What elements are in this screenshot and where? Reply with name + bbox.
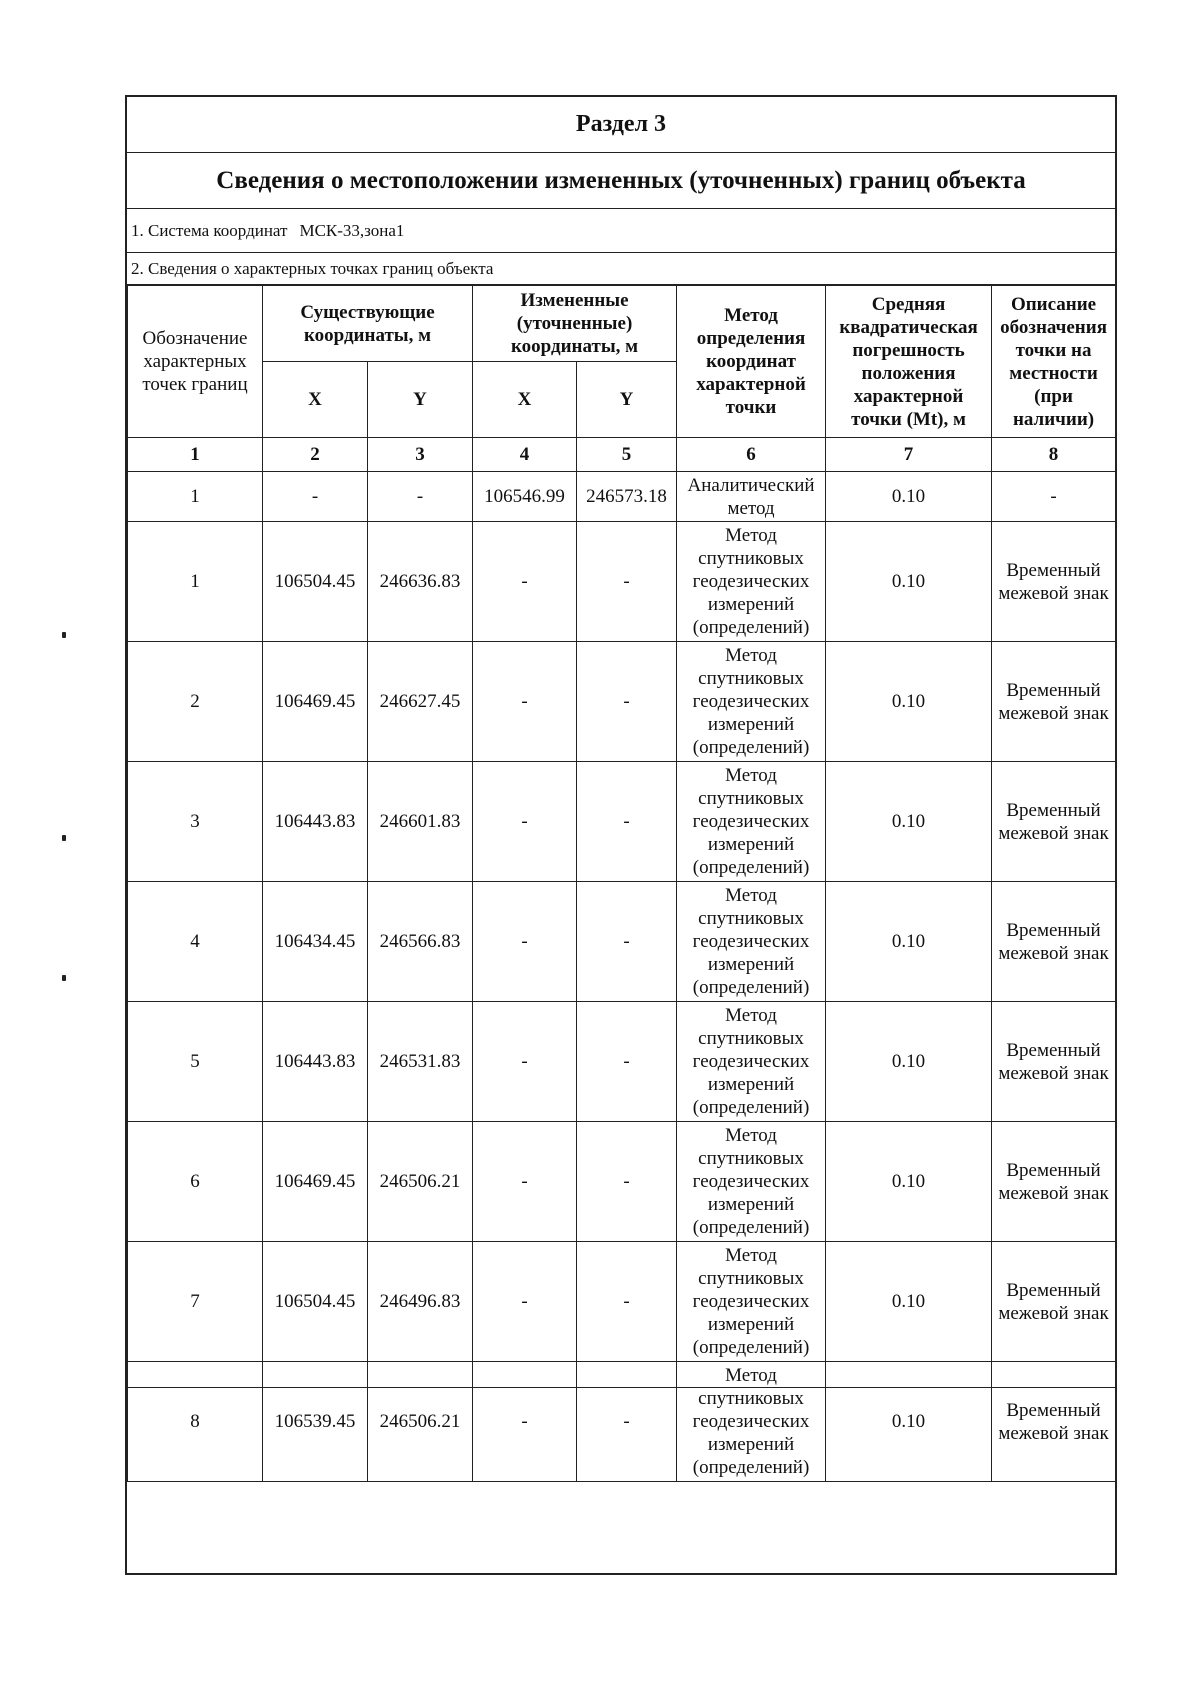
cell-method: Метод спутниковых геодезических измерений (определений)	[677, 642, 826, 762]
cell-error: 0.10	[826, 1362, 992, 1482]
header-changed-x: X	[473, 362, 577, 438]
cell-existing-y: 246506.21	[368, 1122, 473, 1242]
table-row	[128, 882, 1116, 1002]
cell-method: Метод спутниковых геодезических измерений (определений)	[677, 1362, 826, 1482]
column-number: 5	[577, 438, 677, 472]
header-description: Описание обозначения точки на местности (при наличии)	[992, 286, 1116, 438]
cell-point: 6	[128, 1122, 263, 1242]
cell-changed-x: 106546.99	[473, 472, 577, 522]
cell-changed-y: -	[577, 522, 677, 642]
coordinate-system-label: 1. Система координат	[131, 220, 288, 240]
cell-point: 5	[128, 1002, 263, 1122]
column-number: 3	[368, 438, 473, 472]
column-number: 8	[992, 438, 1116, 472]
cell-existing-y: 246531.83	[368, 1002, 473, 1122]
cell-changed-x: -	[473, 762, 577, 882]
cell-changed-x: -	[473, 882, 577, 1002]
header-error: Средняя квадратическая погрешность положения характерной точки (Mt), м	[826, 286, 992, 438]
column-number: 7	[826, 438, 992, 472]
header-changed: Измененные (уточненные) координаты, м	[473, 286, 677, 362]
cell-point: 2	[128, 642, 263, 762]
table-footer-space	[127, 1387, 1115, 1574]
scan-speck	[62, 975, 66, 981]
header-existing-y: Y	[368, 362, 473, 438]
cell-changed-x: -	[473, 642, 577, 762]
column-number: 1	[128, 438, 263, 472]
cell-existing-y: 246506.21	[368, 1362, 473, 1482]
cell-existing-y: 246566.83	[368, 882, 473, 1002]
cell-description: Временный межевой знак	[992, 1002, 1116, 1122]
cell-existing-x: 106539.45	[263, 1362, 368, 1482]
cell-existing-x: 106504.45	[263, 1242, 368, 1362]
points-info-line: 2. Сведения о характерных точках границ объекта	[127, 253, 1115, 285]
table-row	[128, 1242, 1116, 1362]
cell-description: Временный межевой знак	[992, 1122, 1116, 1242]
section-title: Раздел 3	[127, 97, 1115, 153]
cell-existing-x: 106434.45	[263, 882, 368, 1002]
column-number: 6	[677, 438, 826, 472]
cell-changed-y: -	[577, 1002, 677, 1122]
cell-existing-y: 246496.83	[368, 1242, 473, 1362]
cell-changed-x: -	[473, 1242, 577, 1362]
table-row	[128, 762, 1116, 882]
cell-error: 0.10	[826, 472, 992, 522]
header-existing: Существующие координаты, м	[263, 286, 473, 362]
table-row	[128, 1122, 1116, 1242]
cell-error: 0.10	[826, 1242, 992, 1362]
cell-description: Временный межевой знак	[992, 1362, 1116, 1482]
cell-description: Временный межевой знак	[992, 642, 1116, 762]
cell-changed-y: -	[577, 1242, 677, 1362]
header-existing-x: X	[263, 362, 368, 438]
cell-description: -	[992, 472, 1116, 522]
cell-error: 0.10	[826, 1122, 992, 1242]
cell-method: Метод спутниковых геодезических измерений (определений)	[677, 882, 826, 1002]
table-row	[128, 472, 1116, 522]
cell-existing-x: 106443.83	[263, 1002, 368, 1122]
header-method: Метод определения координат характерной точки	[677, 286, 826, 438]
cell-error: 0.10	[826, 1002, 992, 1122]
cell-existing-y: 246627.45	[368, 642, 473, 762]
cell-existing-x: 106469.45	[263, 642, 368, 762]
column-number: 2	[263, 438, 368, 472]
coordinate-system-line	[127, 209, 1115, 253]
cell-changed-y: -	[577, 882, 677, 1002]
scan-speck	[62, 632, 66, 638]
cell-description: Временный межевой знак	[992, 522, 1116, 642]
cell-existing-x: -	[263, 472, 368, 522]
cell-existing-y: -	[368, 472, 473, 522]
cell-changed-y: -	[577, 1362, 677, 1482]
header-point: Обозначение характерных точек границ	[128, 286, 263, 438]
cell-method: Аналитический метод	[677, 472, 826, 522]
cell-point: 4	[128, 882, 263, 1002]
cell-point: 7	[128, 1242, 263, 1362]
cell-point: 3	[128, 762, 263, 882]
cell-existing-x: 106504.45	[263, 522, 368, 642]
cell-changed-y: 246573.18	[577, 472, 677, 522]
document-subtitle: Сведения о местоположении измененных (уточненных) границ объекта	[127, 153, 1115, 209]
cell-changed-x: -	[473, 1122, 577, 1242]
cell-point: 8	[128, 1362, 263, 1482]
cell-changed-x: -	[473, 522, 577, 642]
cell-description: Временный межевой знак	[992, 762, 1116, 882]
cell-changed-y: -	[577, 762, 677, 882]
cell-description: Временный межевой знак	[992, 882, 1116, 1002]
cell-existing-x: 106469.45	[263, 1122, 368, 1242]
cell-method: Метод спутниковых геодезических измерений (определений)	[677, 1242, 826, 1362]
coordinate-system-value: МСК-33,зона1	[299, 220, 405, 240]
cell-changed-y: -	[577, 1122, 677, 1242]
table-row	[128, 1002, 1116, 1122]
cell-existing-y: 246601.83	[368, 762, 473, 882]
column-number: 4	[473, 438, 577, 472]
cell-method: Метод спутниковых геодезических измерений (определений)	[677, 522, 826, 642]
cell-existing-x: 106443.83	[263, 762, 368, 882]
cell-changed-y: -	[577, 642, 677, 762]
cell-method: Метод спутниковых геодезических измерений (определений)	[677, 1002, 826, 1122]
table-row	[128, 522, 1116, 642]
cell-error: 0.10	[826, 642, 992, 762]
boundary-points-table	[127, 285, 1116, 1482]
cell-existing-y: 246636.83	[368, 522, 473, 642]
cell-error: 0.10	[826, 522, 992, 642]
cell-error: 0.10	[826, 882, 992, 1002]
cell-changed-x: -	[473, 1002, 577, 1122]
cell-description: Временный межевой знак	[992, 1242, 1116, 1362]
cell-point: 1	[128, 522, 263, 642]
table-row	[128, 642, 1116, 762]
cell-method: Метод спутниковых геодезических измерений (определений)	[677, 762, 826, 882]
cell-error: 0.10	[826, 762, 992, 882]
scan-speck	[62, 835, 66, 841]
header-changed-y: Y	[577, 362, 677, 438]
cell-changed-x: -	[473, 1362, 577, 1482]
document-frame	[125, 95, 1117, 1575]
cell-point: 1	[128, 472, 263, 522]
cell-method: Метод спутниковых геодезических измерений (определений)	[677, 1122, 826, 1242]
